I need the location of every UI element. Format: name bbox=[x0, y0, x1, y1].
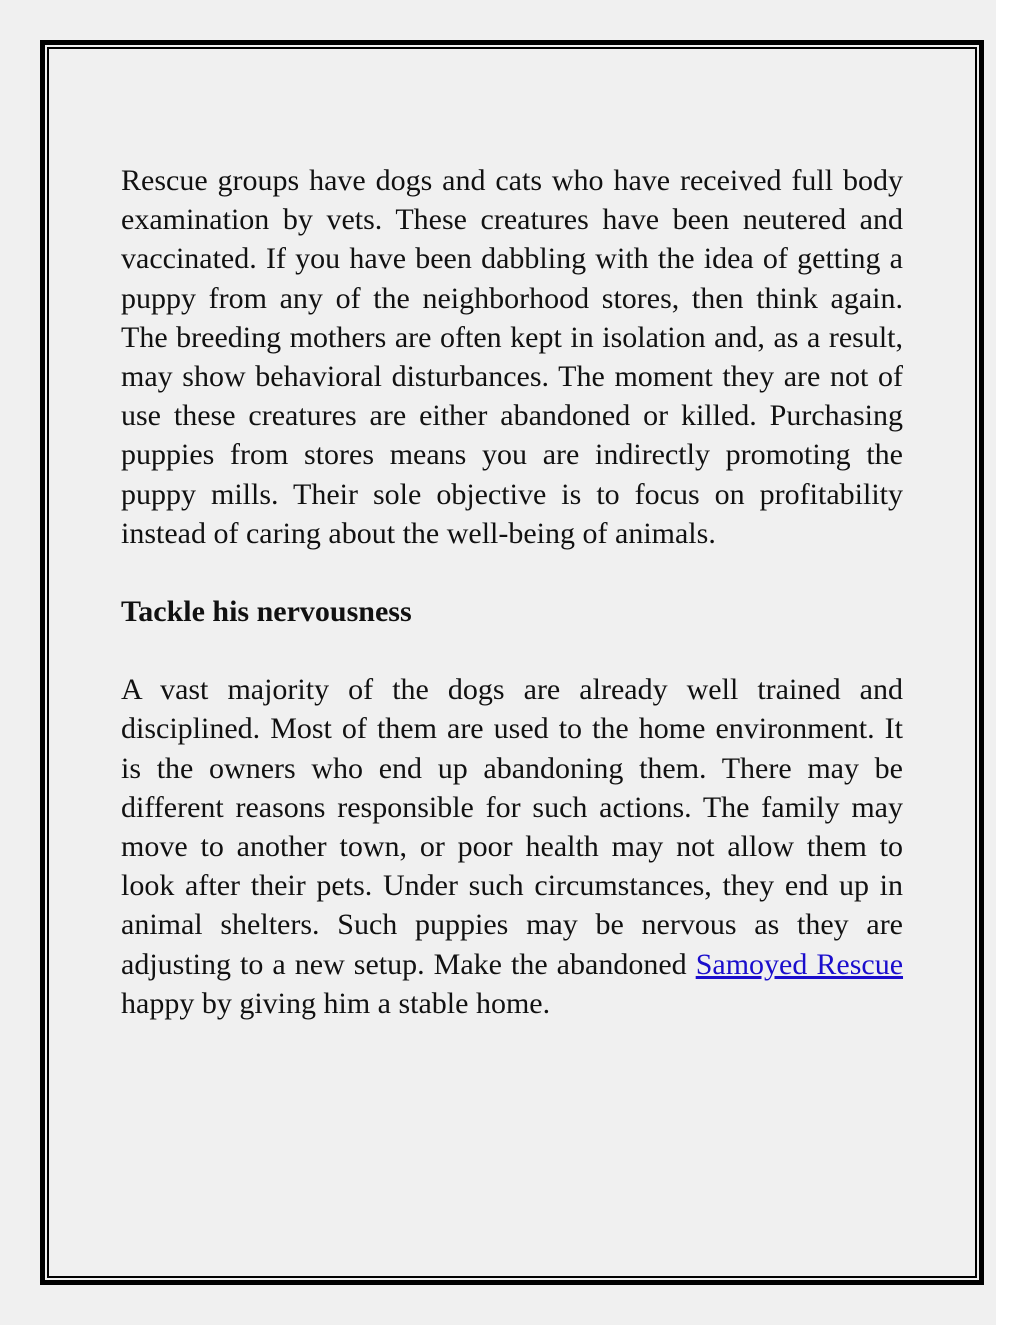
paragraph-text-before-link: A vast majority of the dogs are already well trained and disciplined. Most of them are used to the home environment. It is the owners who end up abandoning them. There may be different reasons responsible for such actions. The family may move to another town, or poor health may not allow them to look after their pets. Under such circumstances, they end up in animal shelters. Such puppies may be nervous as they are adjusting to a new setup. Make the abandoned bbox=[121, 673, 903, 981]
intro-paragraph: Rescue groups have dogs and cats who have received full body examination by vets. These creatures have been neutered and vaccinated. If you have been dabbling with the idea of getting a puppy from any of the neighborhood stores, then think again. The breeding mothers are often kept in isolation and, as a result, may show behavioral disturbances. The moment they are not of use these creatures are either abandoned or killed. Purchasing puppies from stores means you are indirectly promoting the puppy mills. Their sole objective is to focus on profitability instead of caring about the well-being of animals. bbox=[121, 164, 903, 550]
section-heading: Tackle his nervousness bbox=[121, 595, 412, 629]
nervousness-paragraph bbox=[121, 670, 903, 1023]
document-body bbox=[121, 161, 903, 1023]
samoyed-rescue-link[interactable]: Samoyed Rescue bbox=[695, 947, 904, 981]
paragraph-text-after-link: happy by giving him a stable home. bbox=[121, 986, 551, 1020]
